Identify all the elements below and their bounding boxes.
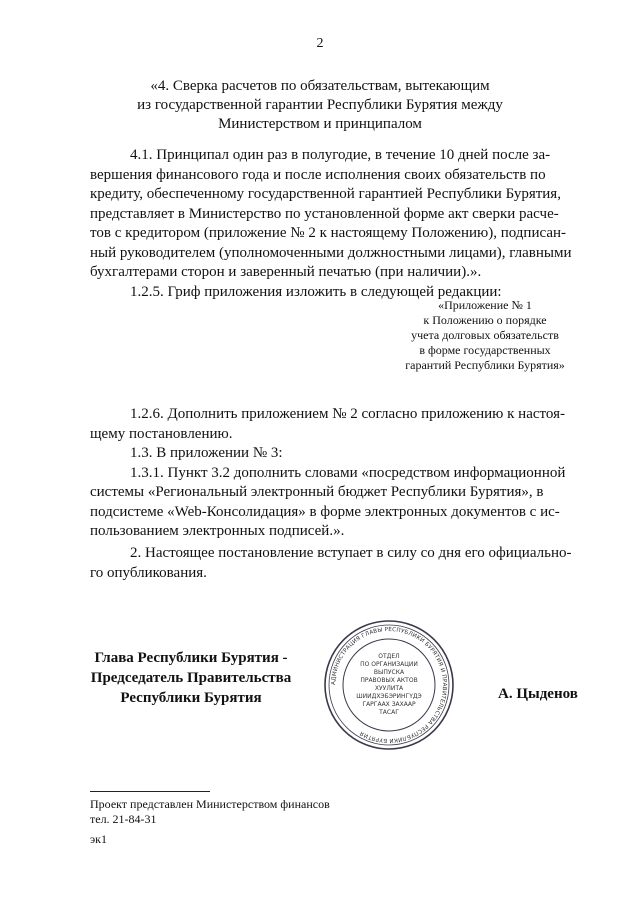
- appendix-line: к Положению о порядке: [423, 313, 547, 327]
- paragraph-2: [90, 544, 590, 583]
- text-line: системы «Региональный электронный бюджет Республики Бурятия», в: [90, 484, 544, 500]
- paragraph-4-1: [90, 146, 590, 302]
- footnote: [90, 797, 330, 827]
- signatory-title-line: Глава Республики Бурятия -: [94, 650, 288, 666]
- text-line: ный руководителем (уполномоченными должностными лицами), главными: [90, 244, 572, 261]
- section-heading: [60, 77, 580, 134]
- footnote-divider: [90, 791, 210, 792]
- signatory-title-line: Республики Бурятия: [120, 690, 262, 706]
- appendix-line: гарантий Республики Бурятия»: [405, 358, 565, 372]
- text-line: 1.3.1. Пункт 3.2 дополнить словами «посредством информационной: [130, 464, 566, 481]
- seal-text: ХУУЛИТА: [374, 685, 404, 692]
- seal-text: ПРАВОВЫХ АКТОВ: [360, 677, 418, 684]
- paragraph-1-2-6: [90, 405, 590, 542]
- seal-ring-text: АДМИНИСТРАЦИЯ ГЛАВЫ РЕСПУБЛИКИ БУРЯТИЯ И ПРАВИТЕЛЬСТВА РЕСПУБЛИКИ БУРЯТИЯ: [330, 626, 448, 744]
- footnote-line: тел. 21-84-31: [90, 812, 157, 826]
- text-line: 1.2.6. Дополнить приложением № 2 согласно приложению к настоя-: [130, 406, 565, 422]
- signatory-title-line: Председатель Правительства: [90, 670, 292, 686]
- heading-line: Министерством и принципалом: [218, 116, 422, 132]
- appendix-heading-block: [380, 298, 590, 373]
- seal-text: ПО ОРГАНИЗАЦИИ: [360, 661, 418, 668]
- text-line: 2. Настоящее постановление вступает в силу со дня его официально-: [130, 545, 572, 561]
- seal-text: ВЫПУСКА: [373, 669, 405, 676]
- footnote-line: Проект представлен Министерством финансов: [90, 797, 330, 811]
- text-line: тов с кредитором (приложение № 2 к настоящему Положению), подписан-: [90, 225, 567, 241]
- seal-text: ОТДЕЛ: [378, 653, 400, 660]
- text-line: пользованием электронных подписей.».: [90, 523, 345, 539]
- appendix-line: учета долговых обязательств: [411, 328, 559, 342]
- text-line: представляет в Министерство по установленной форме акт сверки расче-: [90, 205, 559, 222]
- signatory-title: [88, 648, 294, 708]
- text-line: подсистеме «Web-Консолидация» в форме электронных документов с ис-: [90, 503, 560, 520]
- text-line: кредиту, обеспеченному государственной гарантией Республики Бурятия,: [90, 186, 561, 202]
- seal-text: ГАРГААХ ЗАХААР: [362, 701, 416, 708]
- heading-line: из государственной гарантии Республики Бурятия между: [137, 97, 503, 113]
- text-line: вершения финансового года и после исполнения своих обязательств по: [90, 166, 546, 183]
- text-line: 1.3. В приложении № 3:: [130, 445, 283, 461]
- document-code: эк1: [90, 832, 107, 846]
- text-line: 1.2.5. Гриф приложения изложить в следующей редакции:: [130, 283, 502, 300]
- text-line: бухгалтерами сторон и заверенный печатью (при наличии).».: [90, 264, 482, 280]
- appendix-line: «Приложение № 1: [438, 298, 532, 312]
- official-seal-icon: [322, 618, 456, 752]
- heading-line: «4. Сверка расчетов по обязательствам, вытекающим: [150, 78, 490, 94]
- seal-text: ТАСАГ: [379, 709, 399, 716]
- appendix-line: в форме государственных: [419, 343, 551, 357]
- text-line: 4.1. Принципал один раз в полугодие, в течение 10 дней после за-: [130, 147, 551, 163]
- seal-text: ШИИДХЭБЭРИНГҮДЭ: [356, 693, 422, 700]
- signatory-name: А. Цыденов: [498, 686, 578, 702]
- text-line: щему постановлению.: [90, 425, 233, 442]
- page-number: 2: [316, 36, 324, 51]
- text-line: го опубликования.: [90, 564, 207, 581]
